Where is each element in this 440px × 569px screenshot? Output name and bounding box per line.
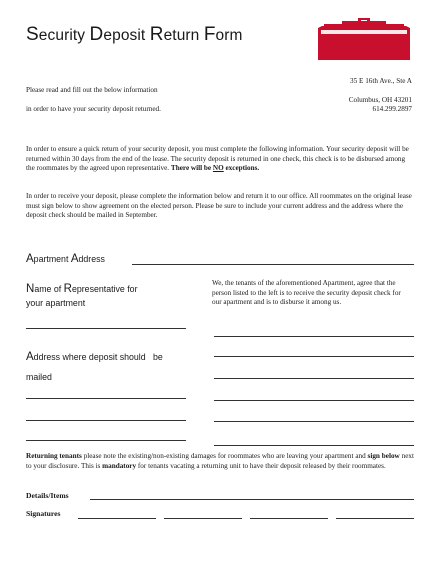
agreement-signature-line-1[interactable] (214, 336, 414, 337)
office-street: 35 E 16th Ave., Ste A (350, 77, 412, 85)
title-cap: S (26, 24, 39, 45)
apartment-address-field[interactable] (132, 264, 414, 265)
title-cap: F (203, 24, 216, 45)
instructions-paragraph-1 (26, 145, 414, 174)
agreement-signature-line-5[interactable] (214, 421, 414, 422)
intro-line-1: Please read and fill out the below information (26, 86, 158, 94)
agreement-signature-line-4[interactable] (214, 400, 414, 401)
title-text: ecurity (38, 27, 90, 44)
title-text: eposit (103, 27, 150, 44)
signature-field-2[interactable] (164, 518, 242, 519)
office-city: Columbus, OH 43201 (348, 96, 412, 104)
apartment-address-label: Apartment Address (26, 253, 105, 265)
title-text: eturn (163, 27, 204, 44)
company-logo (314, 16, 414, 62)
para1-text: In order to ensure a quick return of your security deposit, you must complete the following information. Your security deposit will be returned within 30 days from the end of the lease. The security deposit is returned in one check, this check is to be disbursed among the roommates by the agreed upon representative. (26, 145, 409, 173)
representative-name-field[interactable] (26, 328, 186, 329)
mailing-address-field-1[interactable] (26, 398, 186, 399)
returning-tenants-note: Returning tenants please note the existing/non-existing damages for roommates who are leaving your apartment and sign below next to your disclosure. This is mandatory for tenants vacating a returning unit to have their deposit released by their roommates. (26, 452, 414, 470)
signature-field-3[interactable] (250, 518, 328, 519)
details-items-label: Details/Items (26, 491, 69, 500)
signatures-label: Signatures (26, 509, 61, 518)
mailing-address-field-3[interactable] (26, 440, 186, 441)
representative-label: Name of Representative for your apartment (26, 283, 138, 308)
office-phone: 614.299.2897 (372, 105, 412, 113)
signature-field-1[interactable] (78, 518, 156, 519)
title-cap: R (149, 24, 164, 45)
agreement-signature-line-3[interactable] (214, 378, 414, 379)
form-title (26, 24, 243, 46)
intro-line-2: in order to have your security deposit returned. (26, 105, 161, 113)
title-text: orm (215, 27, 243, 44)
para1-emphasis: There will be NO exceptions. (170, 164, 260, 173)
mailing-address-label: Address where deposit should be mailed (26, 351, 163, 382)
agreement-signature-line-2[interactable] (214, 356, 414, 357)
signature-field-4[interactable] (336, 518, 414, 519)
instructions-paragraph-2: In order to receive your deposit, please complete the information below and return it to our office. All roommates on the original lease must sign below to show agreement on the elected person. Please be sure to include your current address and the address where the deposit check should be mailed in September. (26, 192, 412, 220)
agreement-signature-line-6[interactable] (214, 445, 414, 446)
mailing-address-field-2[interactable] (26, 420, 186, 421)
title-cap: D (89, 24, 104, 45)
agreement-text: We, the tenants of the aforementioned Apartment, agree that the person listed to the left is to receive the security deposit check for our apartment and is to disburse it among us. (212, 279, 401, 307)
details-items-field[interactable] (90, 499, 414, 500)
